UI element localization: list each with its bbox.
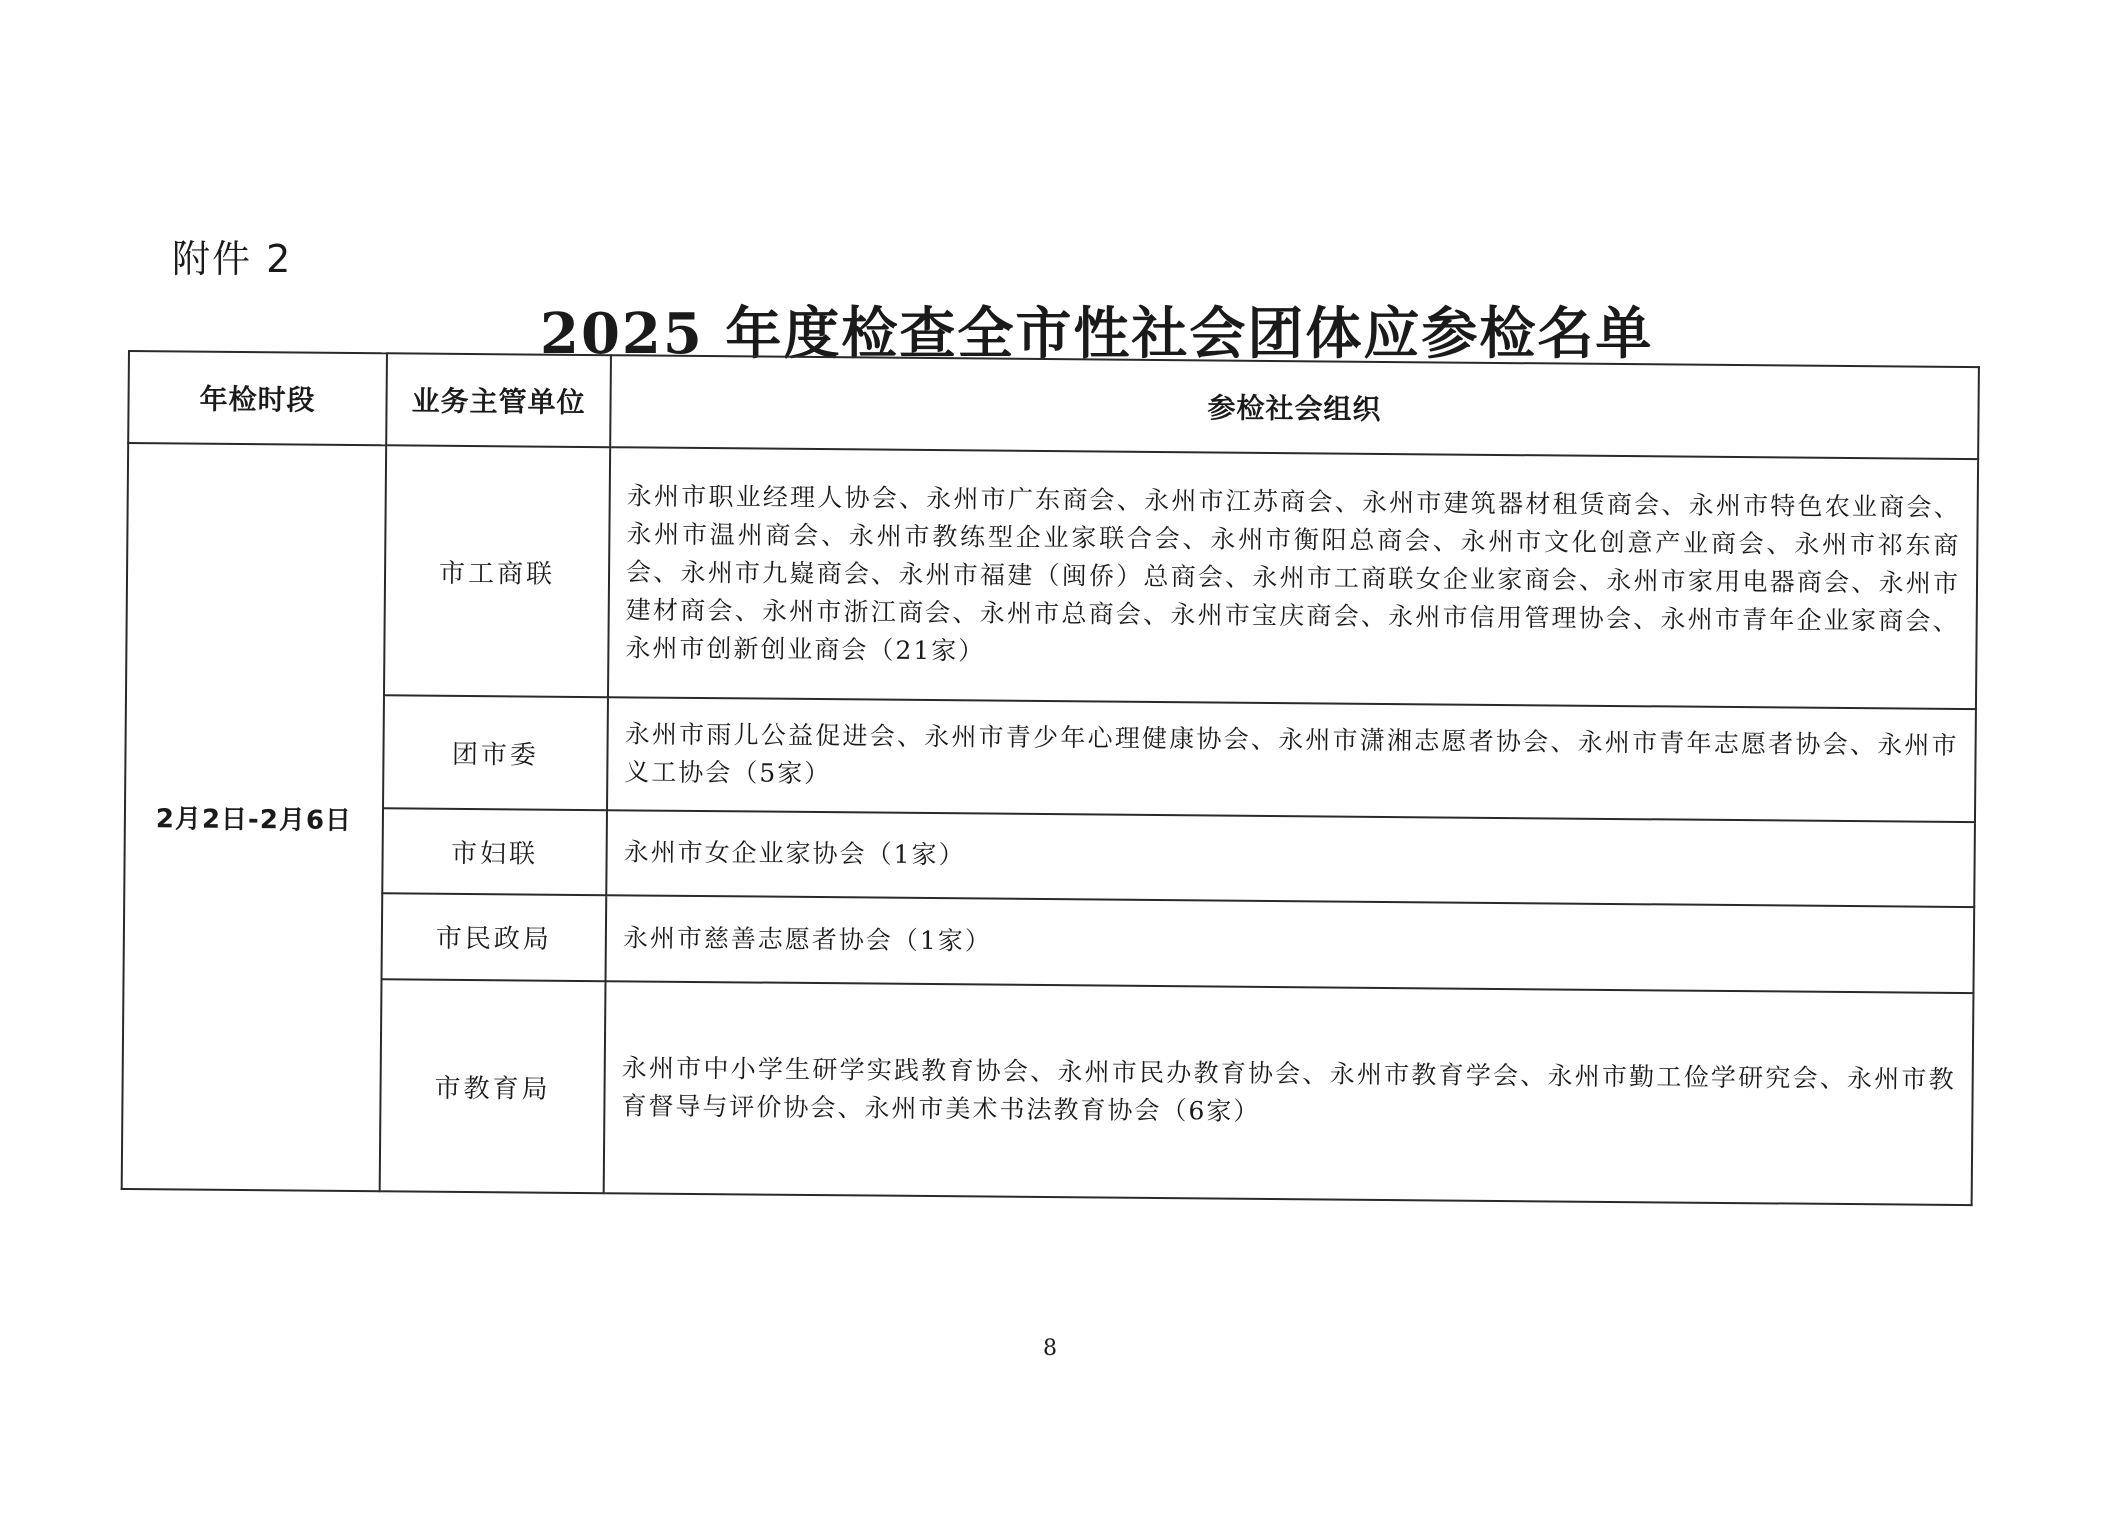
header-unit: 业务主管单位 bbox=[386, 353, 611, 447]
table-row bbox=[126, 443, 1978, 709]
unit-cell: 市教育局 bbox=[380, 980, 606, 1194]
header-period: 年检时段 bbox=[128, 351, 387, 445]
attachment-label: 附件 2 bbox=[172, 237, 293, 281]
inspection-table-wrapper bbox=[121, 350, 1980, 1206]
table-row bbox=[124, 891, 1975, 994]
unit-cell: 团市委 bbox=[383, 695, 608, 810]
unit-cell: 市民政局 bbox=[382, 893, 607, 982]
unit-cell: 市妇联 bbox=[382, 808, 607, 895]
table-header-row bbox=[128, 351, 1979, 459]
org-cell: 永州市中小学生研学实践教育协会、永州市民办教育协会、永州市教育学会、永州市勤工俭学研究会、永州市教育督导与评价协会、永州市美术书法教育协会（6家） bbox=[604, 981, 1974, 1205]
table-row bbox=[125, 693, 1976, 822]
org-cell: 永州市女企业家协会（1家） bbox=[606, 810, 1975, 907]
org-cell: 永州市职业经理人协会、永州市广东商会、永州市江苏商会、永州市建筑器材租赁商会、永州市特色农业商会、永州市温州商会、永州市教练型企业家联合会、永州市衡阳总商会、永州市文化创意产业商会、永州市祁东商会、永州市九嶷商会、永州市福建（闽侨）总商会、永州市工商联女企业家商会、永州市家用电器商会、永州市建材商会、永州市浙江商会、永州市总商会、永州市宝庆商会、永州市信用管理协会、永州市青年企业家商会、永州市创新创业商会（21家） bbox=[608, 447, 1978, 709]
inspection-table bbox=[121, 350, 1980, 1206]
org-cell: 永州市雨儿公益促进会、永州市青少年心理健康协会、永州市潇湘志愿者协会、永州市青年志愿者协会、永州市义工协会（5家） bbox=[607, 697, 1976, 822]
period-cell: 2月2日-2月6日 bbox=[122, 443, 387, 1191]
header-orgs: 参检社会组织 bbox=[610, 355, 1979, 459]
table-row bbox=[124, 806, 1975, 907]
table-row bbox=[122, 977, 1974, 1205]
page-number: 8 bbox=[1043, 1336, 1057, 1361]
unit-cell: 市工商联 bbox=[384, 445, 610, 697]
document-title: 2025 年度检查全市性社会团体应参检名单 bbox=[540, 301, 1654, 367]
org-cell: 永州市慈善志愿者协会（1家） bbox=[606, 895, 1975, 994]
